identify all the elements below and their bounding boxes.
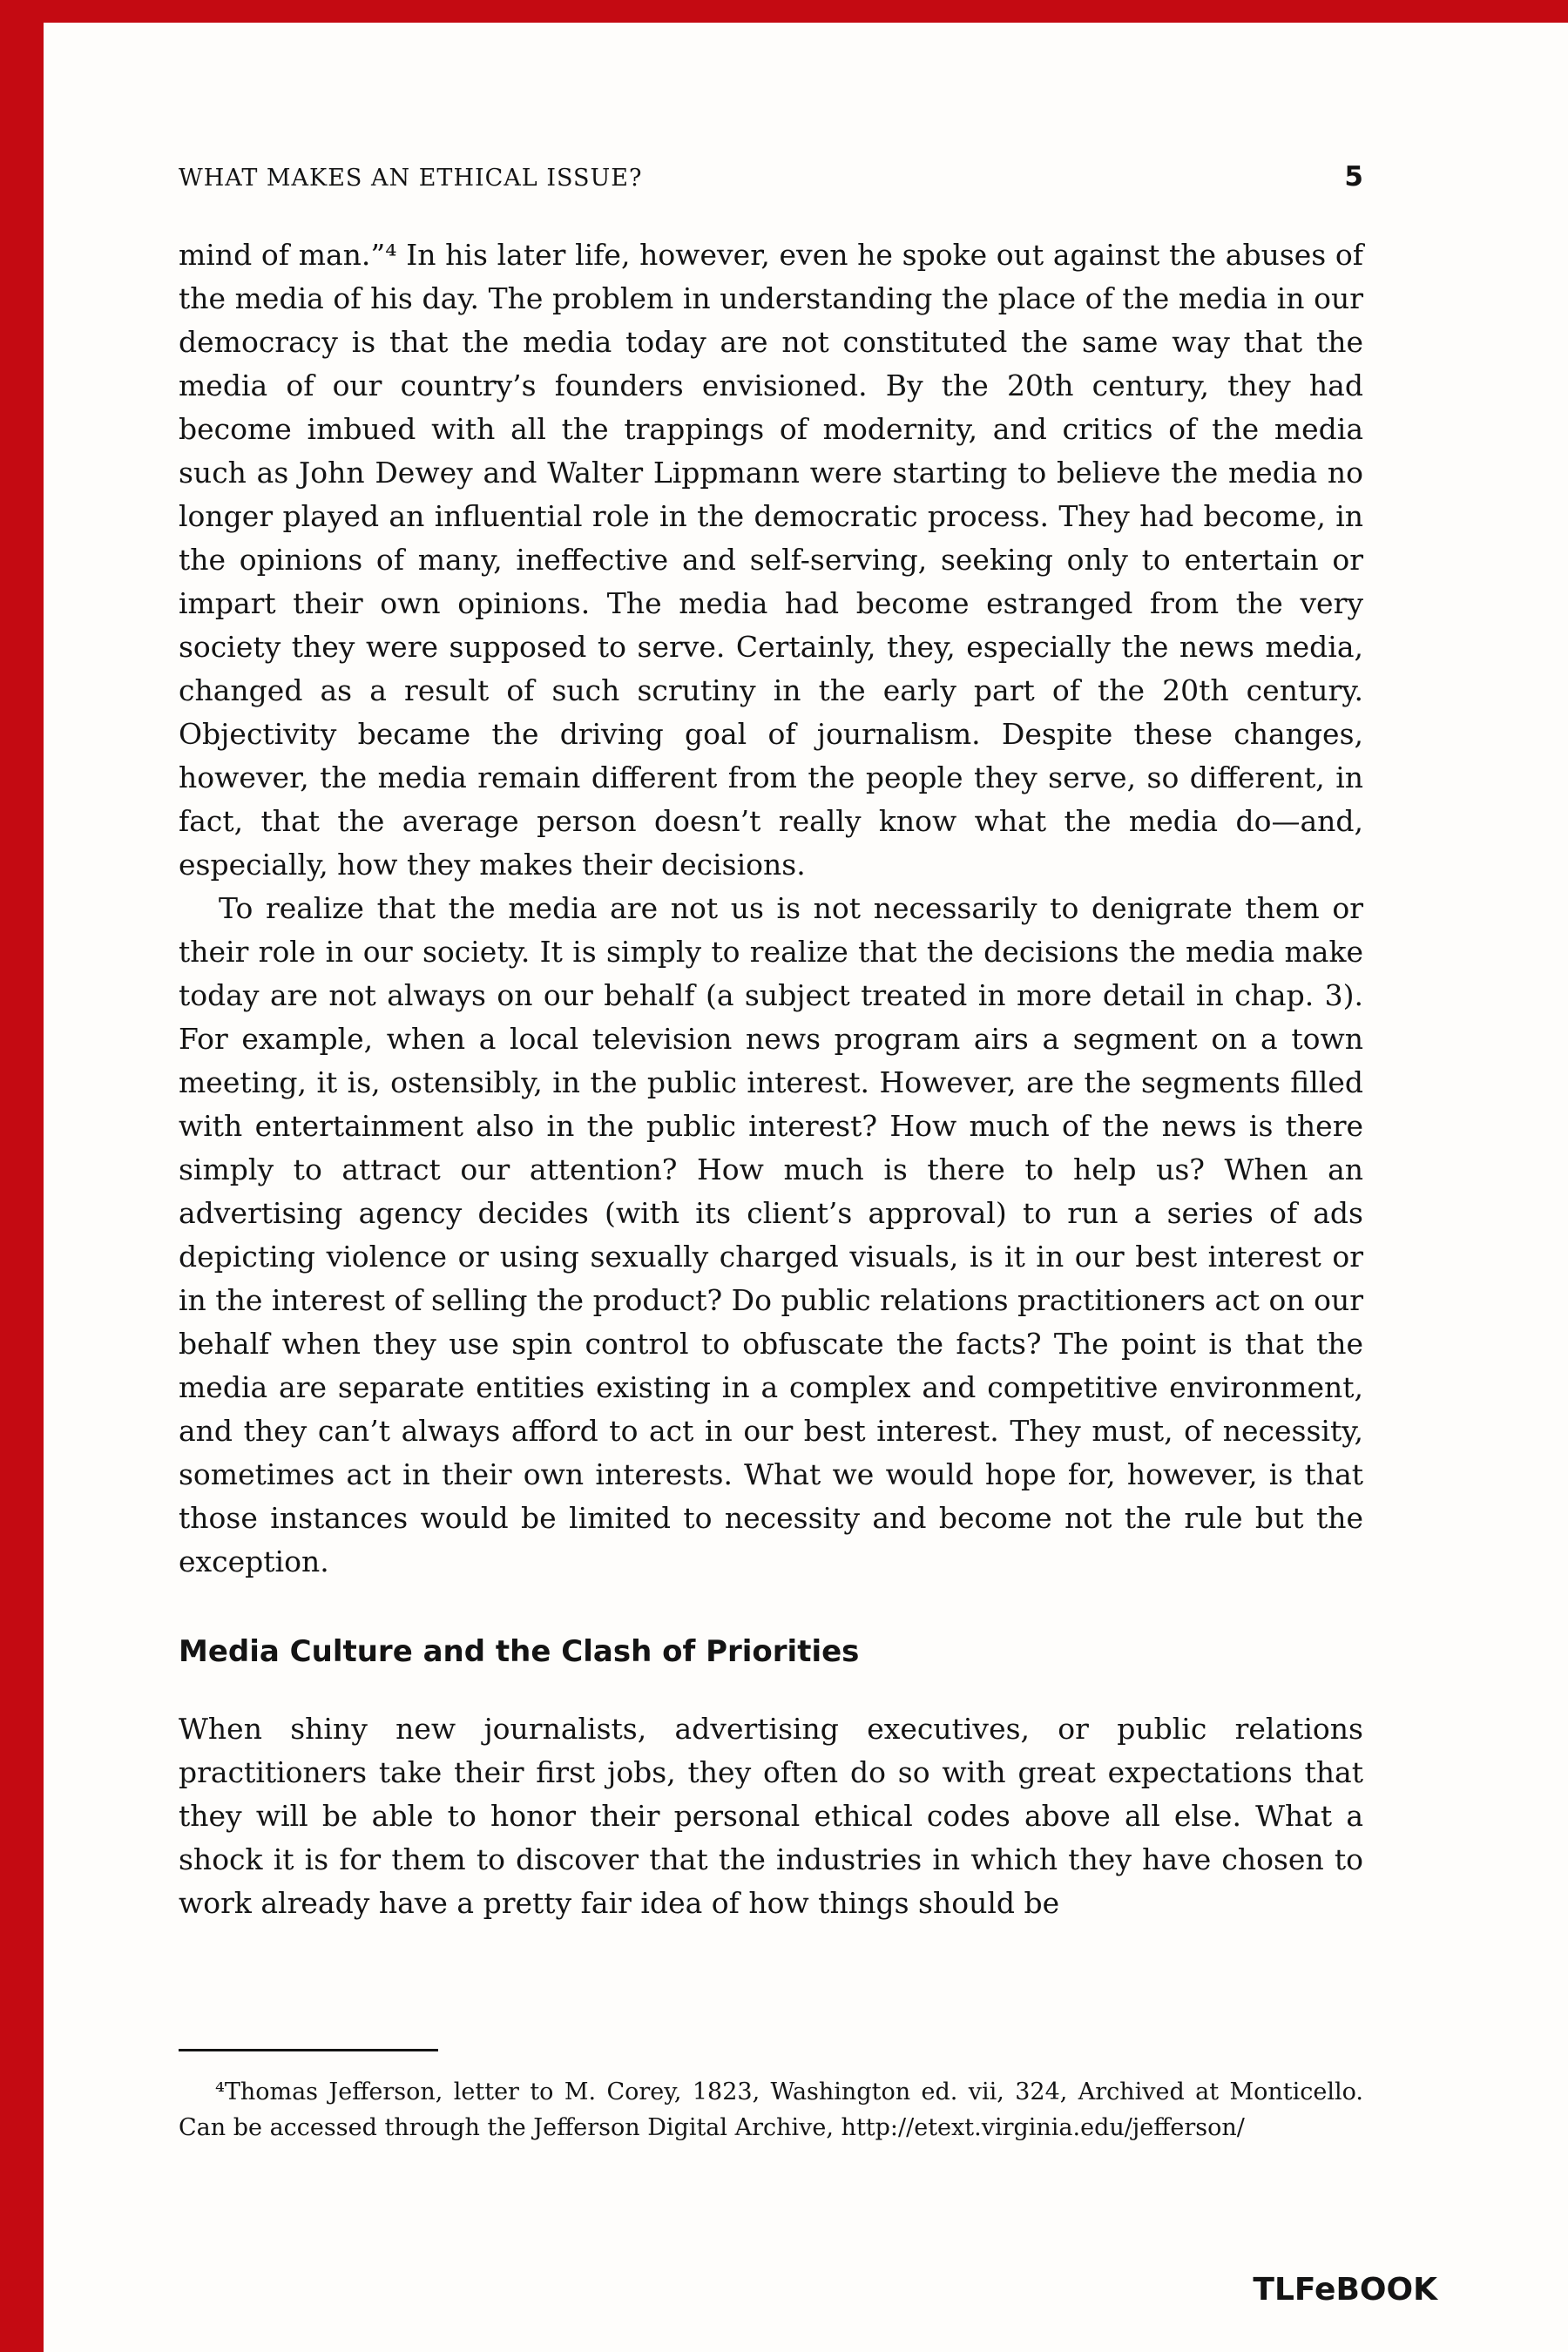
footnote-text: ⁴Thomas Jefferson, letter to M. Corey, 1823, Washington ed. vii, 324, Archived at Monticello. Can be accessed through the Jefferson Digital Archive, http://etext.virginia.edu/jefferson/	[179, 2078, 1363, 2141]
page-number: 5	[1344, 161, 1363, 193]
running-header-title: WHAT MAKES AN ETHICAL ISSUE?	[179, 165, 643, 192]
running-header	[179, 161, 1363, 193]
paragraph-continuation: mind of man.”⁴ In his later life, however, even he spoke out against the abuses of the media of his day. The problem in understanding the place of the media in our democracy is that the media today are not constituted the same way that the media of our country’s founders envisioned. By the 20th century, they had become imbued with all the trappings of modernity, and critics of the media such as John Dewey and Walter Lippmann were starting to believe the media no longer played an influential role in the democratic process. They had become, in the opinions of many, ineffective and self-serving, seeking only to entertain or impart their own opinions. The media had become estranged from the very society they were supposed to serve. Certainly, they, especially the news media, changed as a result of such scrutiny in the early part of the 20th century. Objectivity became the driving goal of journalism. Despite these changes, however, the media remain different from the people they serve, so different, in fact, that the average person doesn’t really know what the media do—and, especially, how they makes their decisions.	[179, 238, 1363, 882]
page-top-red-edge	[0, 0, 1568, 23]
section-heading: Media Culture and the Clash of Priorities	[179, 1634, 860, 1669]
ebook-watermark: TLFeBOOK	[1253, 2272, 1437, 2308]
paragraph: When shiny new journalists, advertising executives, or public relations practitioners take their first jobs, they often do so with great expectations that they will be able to honor their personal ethical codes above all else. What a shock it is for them to discover that the industries in which they have chosen to work already have a pretty fair idea of how things should be	[179, 1712, 1363, 1920]
paragraph: To realize that the media are not us is not necessarily to denigrate them or their role in our society. It is simply to realize that the decisions the media make today are not always on our behalf (a subject treated in more detail in chap. 3). For example, when a local television news program airs a segment on a town meeting, it is, ostensibly, in the public interest. However, are the segments filled with entertainment also in the public interest? How much of the news is there simply to attract our attention? How much is there to help us? When an advertising agency decides (with its client’s approval) to run a series of ads depicting violence or using sexually charged visuals, is it in our best interest or in the interest of selling the product? Do public relations practitioners act on our behalf when they use spin control to obfuscate the facts? The point is that the media are separate entities existing in a complex and competitive environment, and they can’t always afford to act in our best interest. They must, of necessity, sometimes act in their own interests. What we would hope for, however, is that those instances would be limited to necessity and become not the rule but the exception.	[179, 891, 1363, 1578]
page-left-red-edge	[0, 0, 44, 2352]
body-text-block	[179, 233, 1363, 1925]
footnote-area	[179, 2049, 1363, 2146]
footnote-divider	[179, 2049, 438, 2051]
